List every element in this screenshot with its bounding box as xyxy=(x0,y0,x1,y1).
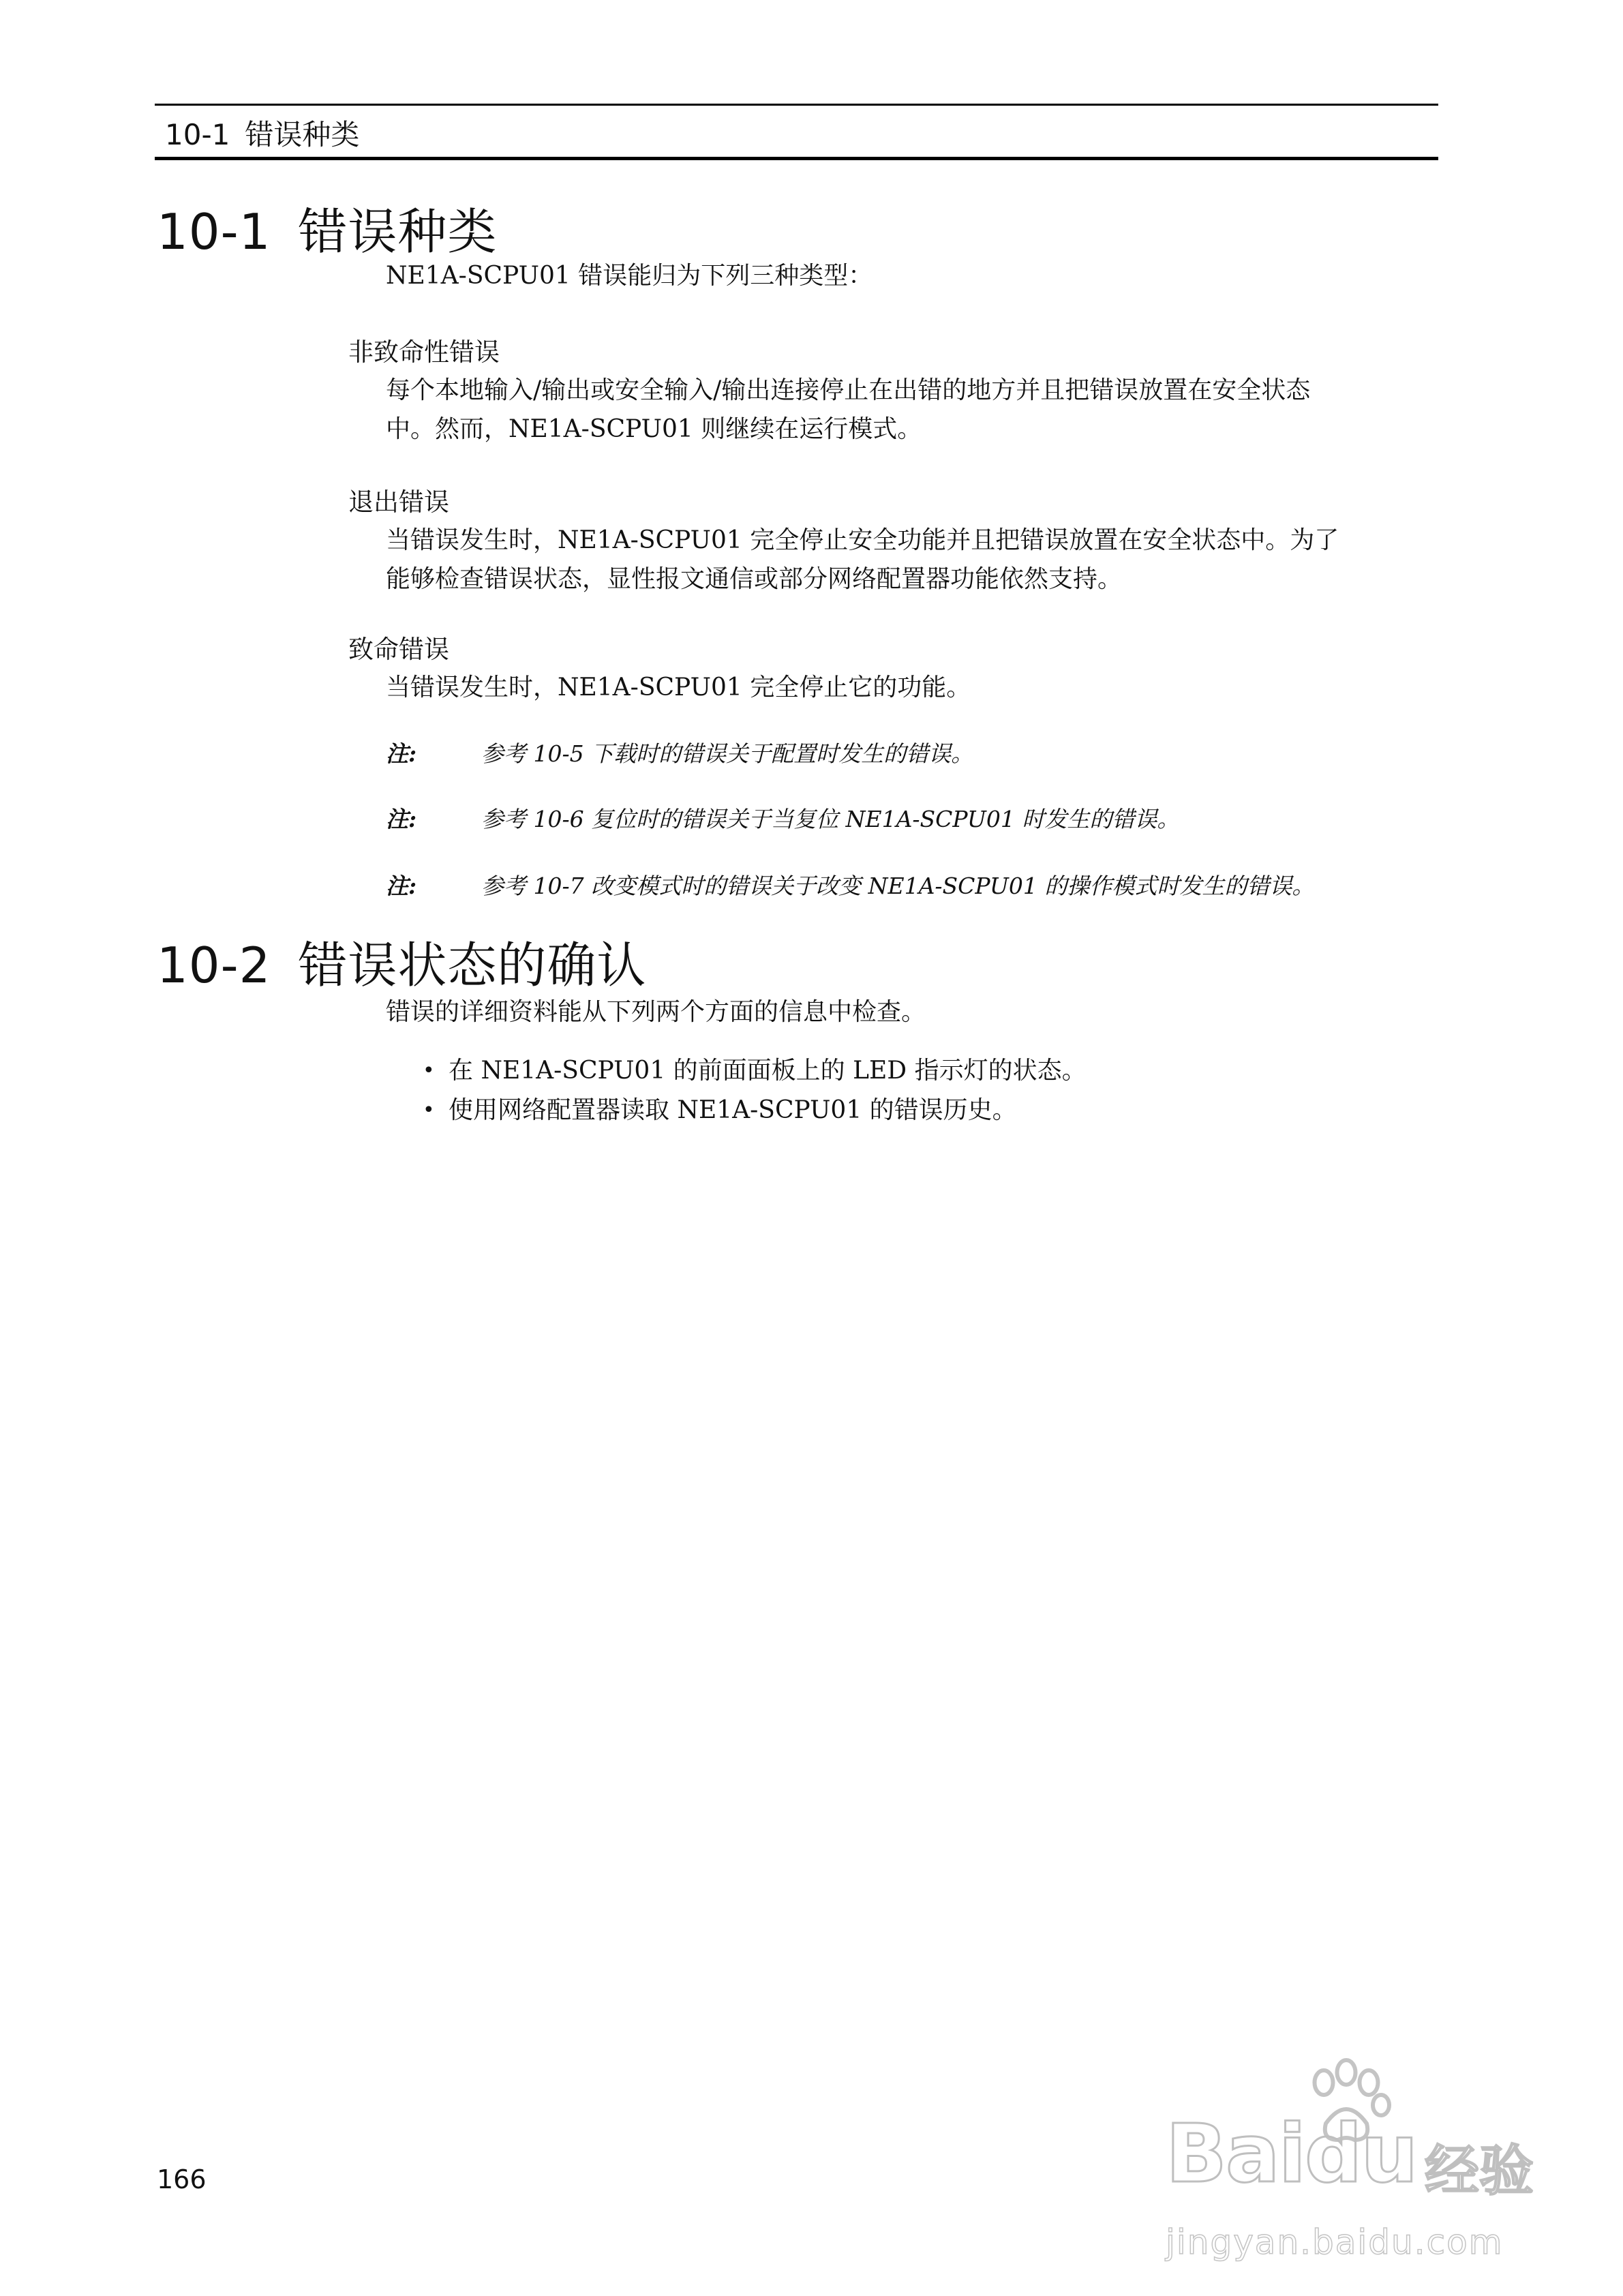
running-header xyxy=(165,116,359,154)
header-bottom-rule xyxy=(155,157,1438,160)
error-type-description xyxy=(386,668,1429,707)
watermark-brand: Baidu xyxy=(1166,2106,1417,2201)
running-header-title: 错误种类 xyxy=(245,118,360,151)
header-top-rule xyxy=(155,104,1438,106)
description-line: 能够检查错误状态，显性报文通信或部分网络配置器功能依然支持。 xyxy=(386,565,1123,593)
watermark-url: jingyan.baidu.com xyxy=(1166,2222,1504,2262)
list-item xyxy=(423,1091,1087,1130)
section-title-10-1 xyxy=(157,200,497,263)
note-label: 注: xyxy=(386,740,417,767)
baidu-watermark xyxy=(1166,2052,1534,2277)
section-heading: 错误状态的确认 xyxy=(298,937,647,994)
note-label: 注: xyxy=(386,873,417,899)
section-number: 10-1 xyxy=(157,203,271,260)
error-type-heading: 非致命性错误 xyxy=(348,337,500,367)
section1-intro: NE1A-SCPU01 错误能归为下列三种类型： xyxy=(386,262,873,290)
note xyxy=(386,870,1314,903)
description-line: 中。然而，NE1A-SCPU01 则继续在运行模式。 xyxy=(386,415,922,443)
page-number: 166 xyxy=(157,2164,207,2194)
error-type-heading: 退出错误 xyxy=(348,487,449,517)
error-type-heading: 致命错误 xyxy=(348,635,449,664)
error-type-description xyxy=(386,521,1429,599)
description-line: 每个本地输入/输出或安全输入/输出连接停止在出错的地方并且把错误放置在安全状态 xyxy=(386,376,1311,404)
running-header-number: 10-1 xyxy=(165,118,230,151)
bullet-list xyxy=(423,1051,1087,1130)
error-type-description xyxy=(386,371,1429,449)
section-number: 10-2 xyxy=(157,937,271,994)
note xyxy=(386,738,973,770)
bullet-icon: • xyxy=(423,1059,435,1083)
note xyxy=(386,803,1179,836)
note-text: 参考 10-7 改变模式时的错误关于改变 NE1A-SCPU01 的操作模式时发生的错误。 xyxy=(481,873,1315,899)
note-text: 参考 10-6 复位时的错误关于当复位 NE1A-SCPU01 时发生的错误。 xyxy=(481,806,1180,832)
list-item xyxy=(423,1051,1087,1091)
section2-intro: 错误的详细资料能从下列两个方面的信息中检查。 xyxy=(386,998,926,1026)
bullet-icon: • xyxy=(423,1098,435,1122)
description-line: 当错误发生时，NE1A-SCPU01 完全停止它的功能。 xyxy=(386,674,971,701)
list-item-text: 使用网络配置器读取 NE1A-SCPU01 的错误历史。 xyxy=(449,1096,1017,1124)
list-item-text: 在 NE1A-SCPU01 的前面面板上的 LED 指示灯的状态。 xyxy=(449,1057,1087,1085)
note-text: 参考 10-5 下载时的错误关于配置时发生的错误。 xyxy=(481,740,974,767)
watermark-brand-cn: 经验 xyxy=(1425,2139,1534,2203)
note-label: 注: xyxy=(386,806,417,832)
section-title-10-2 xyxy=(157,934,646,997)
description-line: 当错误发生时，NE1A-SCPU01 完全停止安全功能并且把错误放置在安全状态中。为了 xyxy=(386,526,1339,554)
section-heading: 错误种类 xyxy=(298,203,498,260)
